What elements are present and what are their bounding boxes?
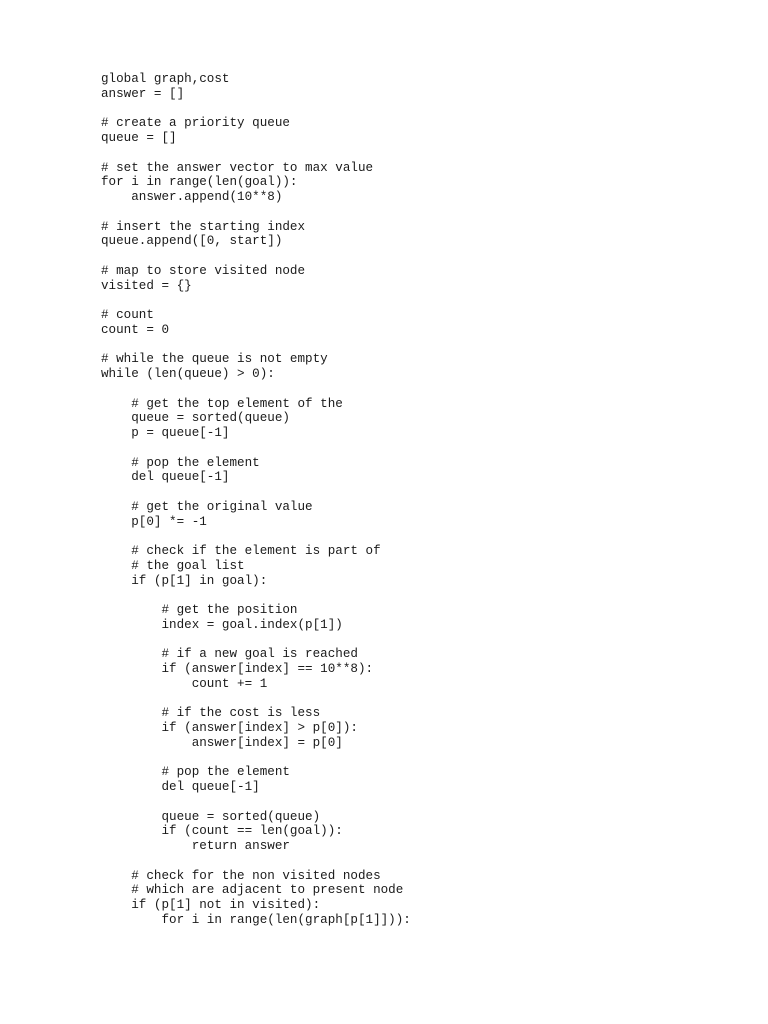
code-line: [101, 249, 411, 264]
code-line: count = 0: [101, 322, 170, 337]
code-line: # get the top element of the: [101, 396, 343, 411]
code-line: # which are adjacent to present node: [101, 883, 404, 898]
code-line: for i in range(len(graph[p[1]])):: [101, 912, 411, 927]
code-line: [101, 205, 411, 220]
code-line: [101, 382, 411, 397]
code-line: # get the original value: [101, 499, 313, 514]
code-line: # pop the element: [101, 455, 260, 470]
code-line: # if a new goal is reached: [101, 647, 358, 662]
code-line: del queue[-1]: [101, 470, 230, 485]
code-line: answer.append(10**8): [101, 190, 283, 204]
code-line: while (len(queue) > 0):: [101, 367, 275, 381]
code-line: # the goal list: [101, 558, 245, 573]
code-line: index = goal.index(p[1]): [101, 617, 343, 632]
code-line: [101, 441, 411, 456]
code-line: # if the cost is less: [101, 706, 321, 721]
code-line: queue.append([0, start]): [101, 234, 283, 249]
code-line: # set the answer vector to max value: [101, 160, 374, 175]
code-line: # create a priority queue: [101, 116, 290, 131]
code-line: visited = {}: [101, 278, 192, 293]
code-line: answer[index] = p[0]: [101, 735, 343, 750]
code-line: [101, 338, 411, 353]
code-line: if (p[1] not in visited):: [101, 898, 321, 912]
code-line: return answer: [101, 839, 290, 853]
code-line: # pop the element: [101, 765, 290, 780]
code-line: # insert the starting index: [101, 219, 306, 234]
code-line: [101, 293, 411, 308]
code-line: [101, 588, 411, 603]
code-line: if (answer[index] == 10**8):: [101, 662, 374, 676]
code-line: [101, 102, 411, 117]
code-line: [101, 692, 411, 707]
code-line: p = queue[-1]: [101, 426, 230, 440]
code-line: [101, 146, 411, 161]
code-line: # while the queue is not empty: [101, 352, 328, 367]
code-line: if (answer[index] > p[0]):: [101, 721, 358, 735]
code-line: p[0] *= -1: [101, 514, 207, 529]
code-line: [101, 485, 411, 500]
code-line: # check if the element is part of: [101, 544, 381, 558]
code-line: # map to store visited node: [101, 263, 306, 278]
code-line: count += 1: [101, 676, 268, 691]
code-line: answer = []: [101, 86, 185, 101]
code-line: if (count == len(goal)):: [101, 824, 343, 839]
code-line: queue = sorted(queue): [101, 411, 290, 426]
code-line: for i in range(len(goal)):: [101, 175, 298, 190]
code-line: queue = []: [101, 131, 177, 145]
code-line: if (p[1] in goal):: [101, 573, 268, 588]
code-line: # check for the non visited nodes: [101, 868, 381, 883]
code-line: [101, 529, 411, 544]
code-line: [101, 854, 411, 869]
code-line: global graph,cost: [101, 72, 230, 86]
code-line: [101, 795, 411, 810]
code-line: # get the position: [101, 603, 298, 617]
code-line: # count: [101, 308, 154, 322]
code-line: [101, 751, 411, 766]
code-line: del queue[-1]: [101, 780, 260, 794]
code-line: [101, 633, 411, 648]
code-line: queue = sorted(queue): [101, 809, 321, 824]
code-block: [101, 72, 411, 928]
